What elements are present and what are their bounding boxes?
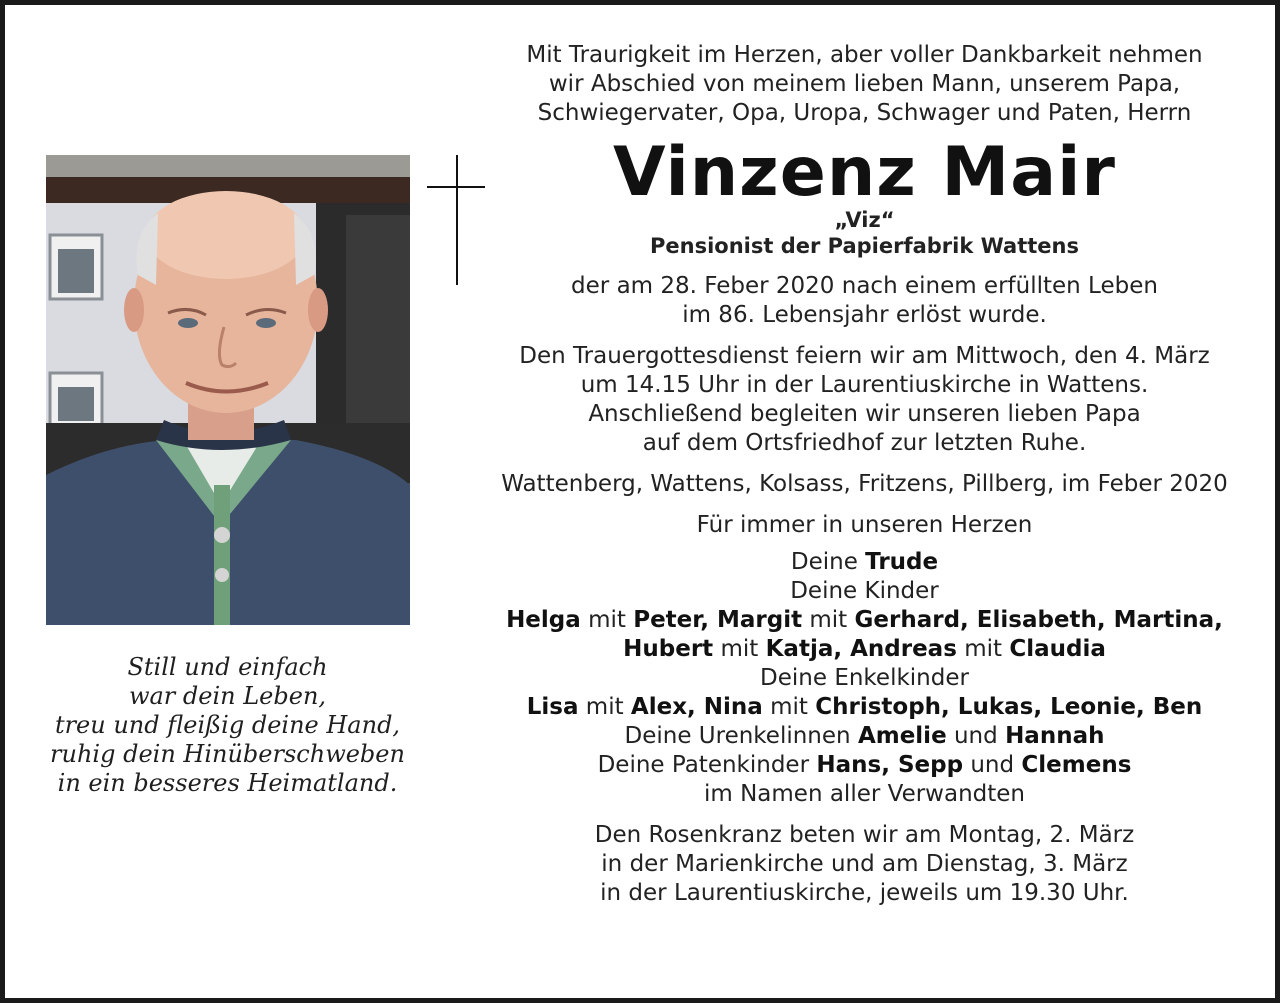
occupation: Pensionist der Papierfabrik Wattens bbox=[649, 234, 1079, 258]
intro-line: Mit Traurigkeit im Herzen, aber voller Dankbarkeit nehmen bbox=[526, 42, 1203, 68]
verse-line: ruhig dein Hinüberschweben bbox=[50, 740, 405, 768]
great-grandchildren-line: Deine Urenkelinnen Amelie und Hannah bbox=[624, 723, 1105, 749]
intro-line: Schwiegervater, Opa, Uropa, Schwager und Paten, Herrn bbox=[537, 100, 1192, 126]
godchildren-line: Deine Patenkinder Hans, Sepp und Clemens bbox=[597, 752, 1132, 778]
verse-line: Still und einfach bbox=[127, 653, 328, 681]
obituary-text bbox=[497, 41, 1232, 908]
deceased-name: Vinzenz Mair bbox=[613, 133, 1116, 212]
grandchildren-line: Lisa mit Alex, Nina mit Christoph, Lukas, Leonie, Ben bbox=[526, 694, 1203, 720]
service-line: Anschließend begleiten wir unseren lieben Papa bbox=[588, 401, 1141, 427]
rosary-line: in der Laurentiuskirche, jeweils um 19.30 Uhr. bbox=[600, 880, 1129, 906]
portrait-illustration bbox=[46, 155, 410, 625]
verse-line: in ein besseres Heimatland. bbox=[57, 769, 398, 797]
grandchildren-heading: Deine Enkelkinder bbox=[760, 665, 969, 691]
rosary-line: in der Marienkirche und am Dienstag, 3. März bbox=[601, 851, 1128, 877]
children-line: Helga mit Peter, Margit mit Gerhard, Elisabeth, Martina, bbox=[506, 607, 1223, 633]
verse bbox=[35, 653, 420, 798]
service-line: Den Trauergottesdienst feiern wir am Mittwoch, den 4. März bbox=[519, 343, 1210, 369]
forever-line: Für immer in unseren Herzen bbox=[696, 512, 1033, 538]
relatives-line: im Namen aller Verwandten bbox=[703, 781, 1026, 807]
death-line: im 86. Lebensjahr erlöst wurde. bbox=[682, 302, 1047, 328]
mourner-wife: Deine Trude bbox=[790, 549, 939, 575]
nickname: „Viz“ bbox=[834, 208, 895, 232]
service-line: um 14.15 Uhr in der Laurentiuskirche in Wattens. bbox=[580, 372, 1149, 398]
death-line: der am 28. Feber 2020 nach einem erfüllten Leben bbox=[571, 273, 1158, 299]
service-line: auf dem Ortsfriedhof zur letzten Ruhe. bbox=[642, 430, 1087, 456]
rosary-line: Den Rosenkranz beten wir am Montag, 2. März bbox=[594, 822, 1135, 848]
intro-line: wir Abschied von meinem lieben Mann, unserem Papa, bbox=[548, 71, 1181, 97]
verse-line: treu und fleißig deine Hand, bbox=[54, 711, 401, 739]
cross-icon bbox=[427, 155, 485, 285]
portrait-photo bbox=[46, 155, 410, 625]
children-line: Hubert mit Katja, Andreas mit Claudia bbox=[623, 636, 1106, 662]
place-date: Wattenberg, Wattens, Kolsass, Fritzens, Pillberg, im Feber 2020 bbox=[501, 471, 1228, 497]
children-heading: Deine Kinder bbox=[790, 578, 939, 604]
verse-line: war dein Leben, bbox=[128, 682, 327, 710]
